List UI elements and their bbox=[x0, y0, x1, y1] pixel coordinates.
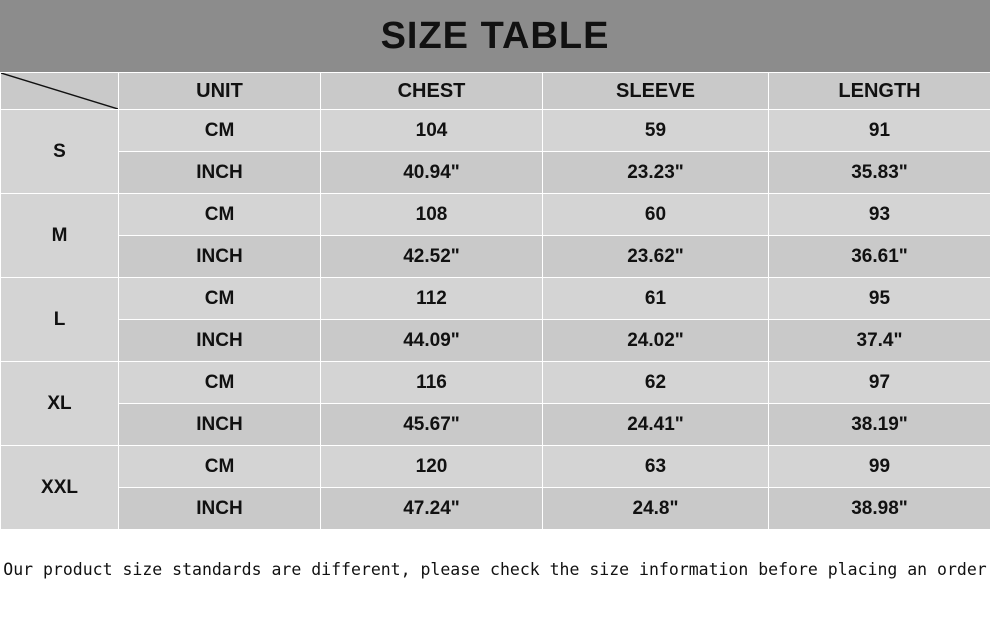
chest-cm-xl: 116 bbox=[321, 362, 543, 404]
sleeve-inch-l: 24.02" bbox=[543, 320, 769, 362]
table-row bbox=[1, 110, 990, 152]
size-label-m: M bbox=[1, 194, 119, 278]
corner-diagonal-cell bbox=[1, 73, 119, 110]
table-row bbox=[1, 320, 990, 362]
unit-cm-xl: CM bbox=[119, 362, 321, 404]
table-header-row bbox=[1, 73, 990, 110]
size-table bbox=[0, 72, 990, 530]
sleeve-inch-xl: 24.41" bbox=[543, 404, 769, 446]
size-label-xl: XL bbox=[1, 362, 119, 446]
sleeve-inch-m: 23.62" bbox=[543, 236, 769, 278]
header-unit: UNIT bbox=[119, 73, 321, 110]
unit-inch-m: INCH bbox=[119, 236, 321, 278]
sleeve-cm-m: 60 bbox=[543, 194, 769, 236]
header-chest: CHEST bbox=[321, 73, 543, 110]
sleeve-inch-xxl: 24.8" bbox=[543, 488, 769, 530]
header-length: LENGTH bbox=[769, 73, 990, 110]
length-inch-xxl: 38.98" bbox=[769, 488, 990, 530]
size-label-xxl: XXL bbox=[1, 446, 119, 530]
chest-inch-l: 44.09" bbox=[321, 320, 543, 362]
unit-inch-xl: INCH bbox=[119, 404, 321, 446]
size-label-s: S bbox=[1, 110, 119, 194]
table-row bbox=[1, 446, 990, 488]
length-inch-s: 35.83" bbox=[769, 152, 990, 194]
length-inch-l: 37.4" bbox=[769, 320, 990, 362]
length-cm-m: 93 bbox=[769, 194, 990, 236]
length-cm-xxl: 99 bbox=[769, 446, 990, 488]
sleeve-cm-xl: 62 bbox=[543, 362, 769, 404]
size-label-l: L bbox=[1, 278, 119, 362]
header-sleeve: SLEEVE bbox=[543, 73, 769, 110]
table-row bbox=[1, 404, 990, 446]
length-cm-l: 95 bbox=[769, 278, 990, 320]
chest-cm-xxl: 120 bbox=[321, 446, 543, 488]
size-note bbox=[0, 530, 990, 606]
unit-cm-l: CM bbox=[119, 278, 321, 320]
chest-inch-m: 42.52" bbox=[321, 236, 543, 278]
unit-inch-xxl: INCH bbox=[119, 488, 321, 530]
sleeve-cm-xxl: 63 bbox=[543, 446, 769, 488]
length-inch-m: 36.61" bbox=[769, 236, 990, 278]
unit-cm-m: CM bbox=[119, 194, 321, 236]
table-row bbox=[1, 362, 990, 404]
sleeve-cm-l: 61 bbox=[543, 278, 769, 320]
chest-inch-s: 40.94" bbox=[321, 152, 543, 194]
length-inch-xl: 38.19" bbox=[769, 404, 990, 446]
length-cm-xl: 97 bbox=[769, 362, 990, 404]
chest-cm-l: 112 bbox=[321, 278, 543, 320]
unit-inch-s: INCH bbox=[119, 152, 321, 194]
chest-inch-xl: 45.67" bbox=[321, 404, 543, 446]
title-bar bbox=[0, 0, 990, 72]
sleeve-cm-s: 59 bbox=[543, 110, 769, 152]
table-row bbox=[1, 236, 990, 278]
table-row bbox=[1, 194, 990, 236]
unit-cm-xxl: CM bbox=[119, 446, 321, 488]
table-row bbox=[1, 152, 990, 194]
sleeve-inch-s: 23.23" bbox=[543, 152, 769, 194]
unit-cm-s: CM bbox=[119, 110, 321, 152]
size-note-text: Our product size standards are different, please check the size information before placing an order bbox=[3, 559, 987, 579]
page-title: SIZE TABLE bbox=[380, 14, 610, 57]
chest-cm-s: 104 bbox=[321, 110, 543, 152]
table-row bbox=[1, 488, 990, 530]
chest-cm-m: 108 bbox=[321, 194, 543, 236]
table-row bbox=[1, 278, 990, 320]
unit-inch-l: INCH bbox=[119, 320, 321, 362]
length-cm-s: 91 bbox=[769, 110, 990, 152]
chest-inch-xxl: 47.24" bbox=[321, 488, 543, 530]
